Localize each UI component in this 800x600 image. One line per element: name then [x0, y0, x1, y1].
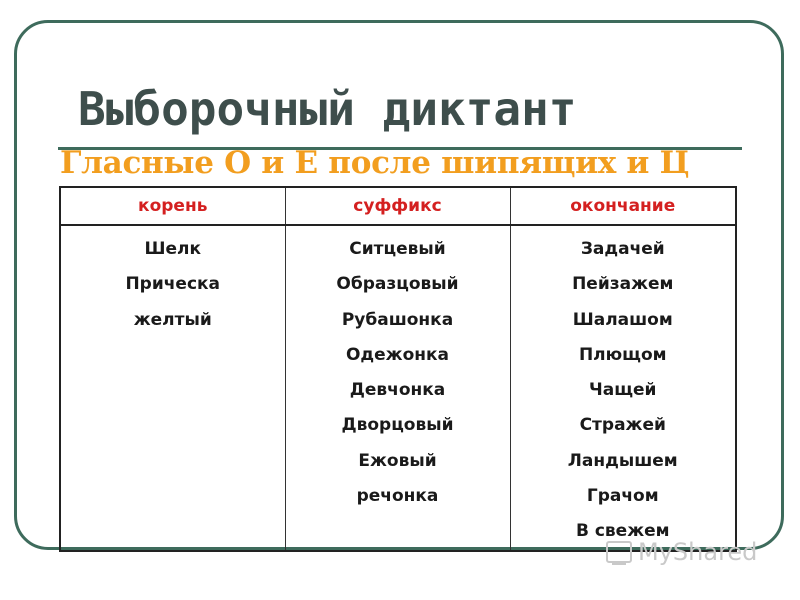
- word-item: Пейзажем: [572, 274, 674, 295]
- word-item: Дворцовый: [341, 415, 454, 436]
- word-item: Образцовый: [336, 274, 459, 295]
- word-item: речонка: [356, 486, 439, 507]
- word-item: Ситцевый: [349, 239, 446, 259]
- word-item: Стражей: [579, 415, 666, 436]
- word-item: В свежем: [575, 521, 670, 542]
- word-item: Чащей: [589, 380, 657, 401]
- word-item: Ежовый: [358, 450, 437, 471]
- word-item: Грачом: [586, 486, 659, 507]
- watermark: [606, 538, 757, 566]
- word-item: Рубашонка: [341, 309, 454, 330]
- word-item: Ландышем: [567, 450, 678, 471]
- table-body-row: [60, 225, 736, 551]
- header-suffix: суффикс: [285, 187, 510, 225]
- column-suffix: [285, 225, 510, 551]
- word-item: Девчонка: [349, 380, 446, 401]
- dictation-table: [59, 186, 737, 552]
- column-root: [60, 225, 285, 551]
- word-item: Шалашом: [572, 309, 673, 330]
- presentation-board-icon: [606, 541, 632, 563]
- word-item: Шелк: [144, 239, 202, 259]
- slide-subtitle: Гласные О и Е после шипящих и Ц: [60, 145, 690, 181]
- table-header-row: [60, 187, 736, 225]
- word-item: Плющом: [578, 344, 667, 365]
- header-root: корень: [60, 187, 285, 225]
- slide-title: Выборочный диктант: [78, 82, 577, 136]
- word-item: Задачей: [580, 239, 665, 259]
- word-item: Прическа: [125, 274, 221, 295]
- column-ending: [510, 225, 736, 551]
- header-ending: окончание: [510, 187, 736, 225]
- word-item: желтый: [133, 309, 212, 330]
- watermark-text: MyShared: [638, 538, 758, 566]
- word-item: Одежонка: [345, 344, 450, 365]
